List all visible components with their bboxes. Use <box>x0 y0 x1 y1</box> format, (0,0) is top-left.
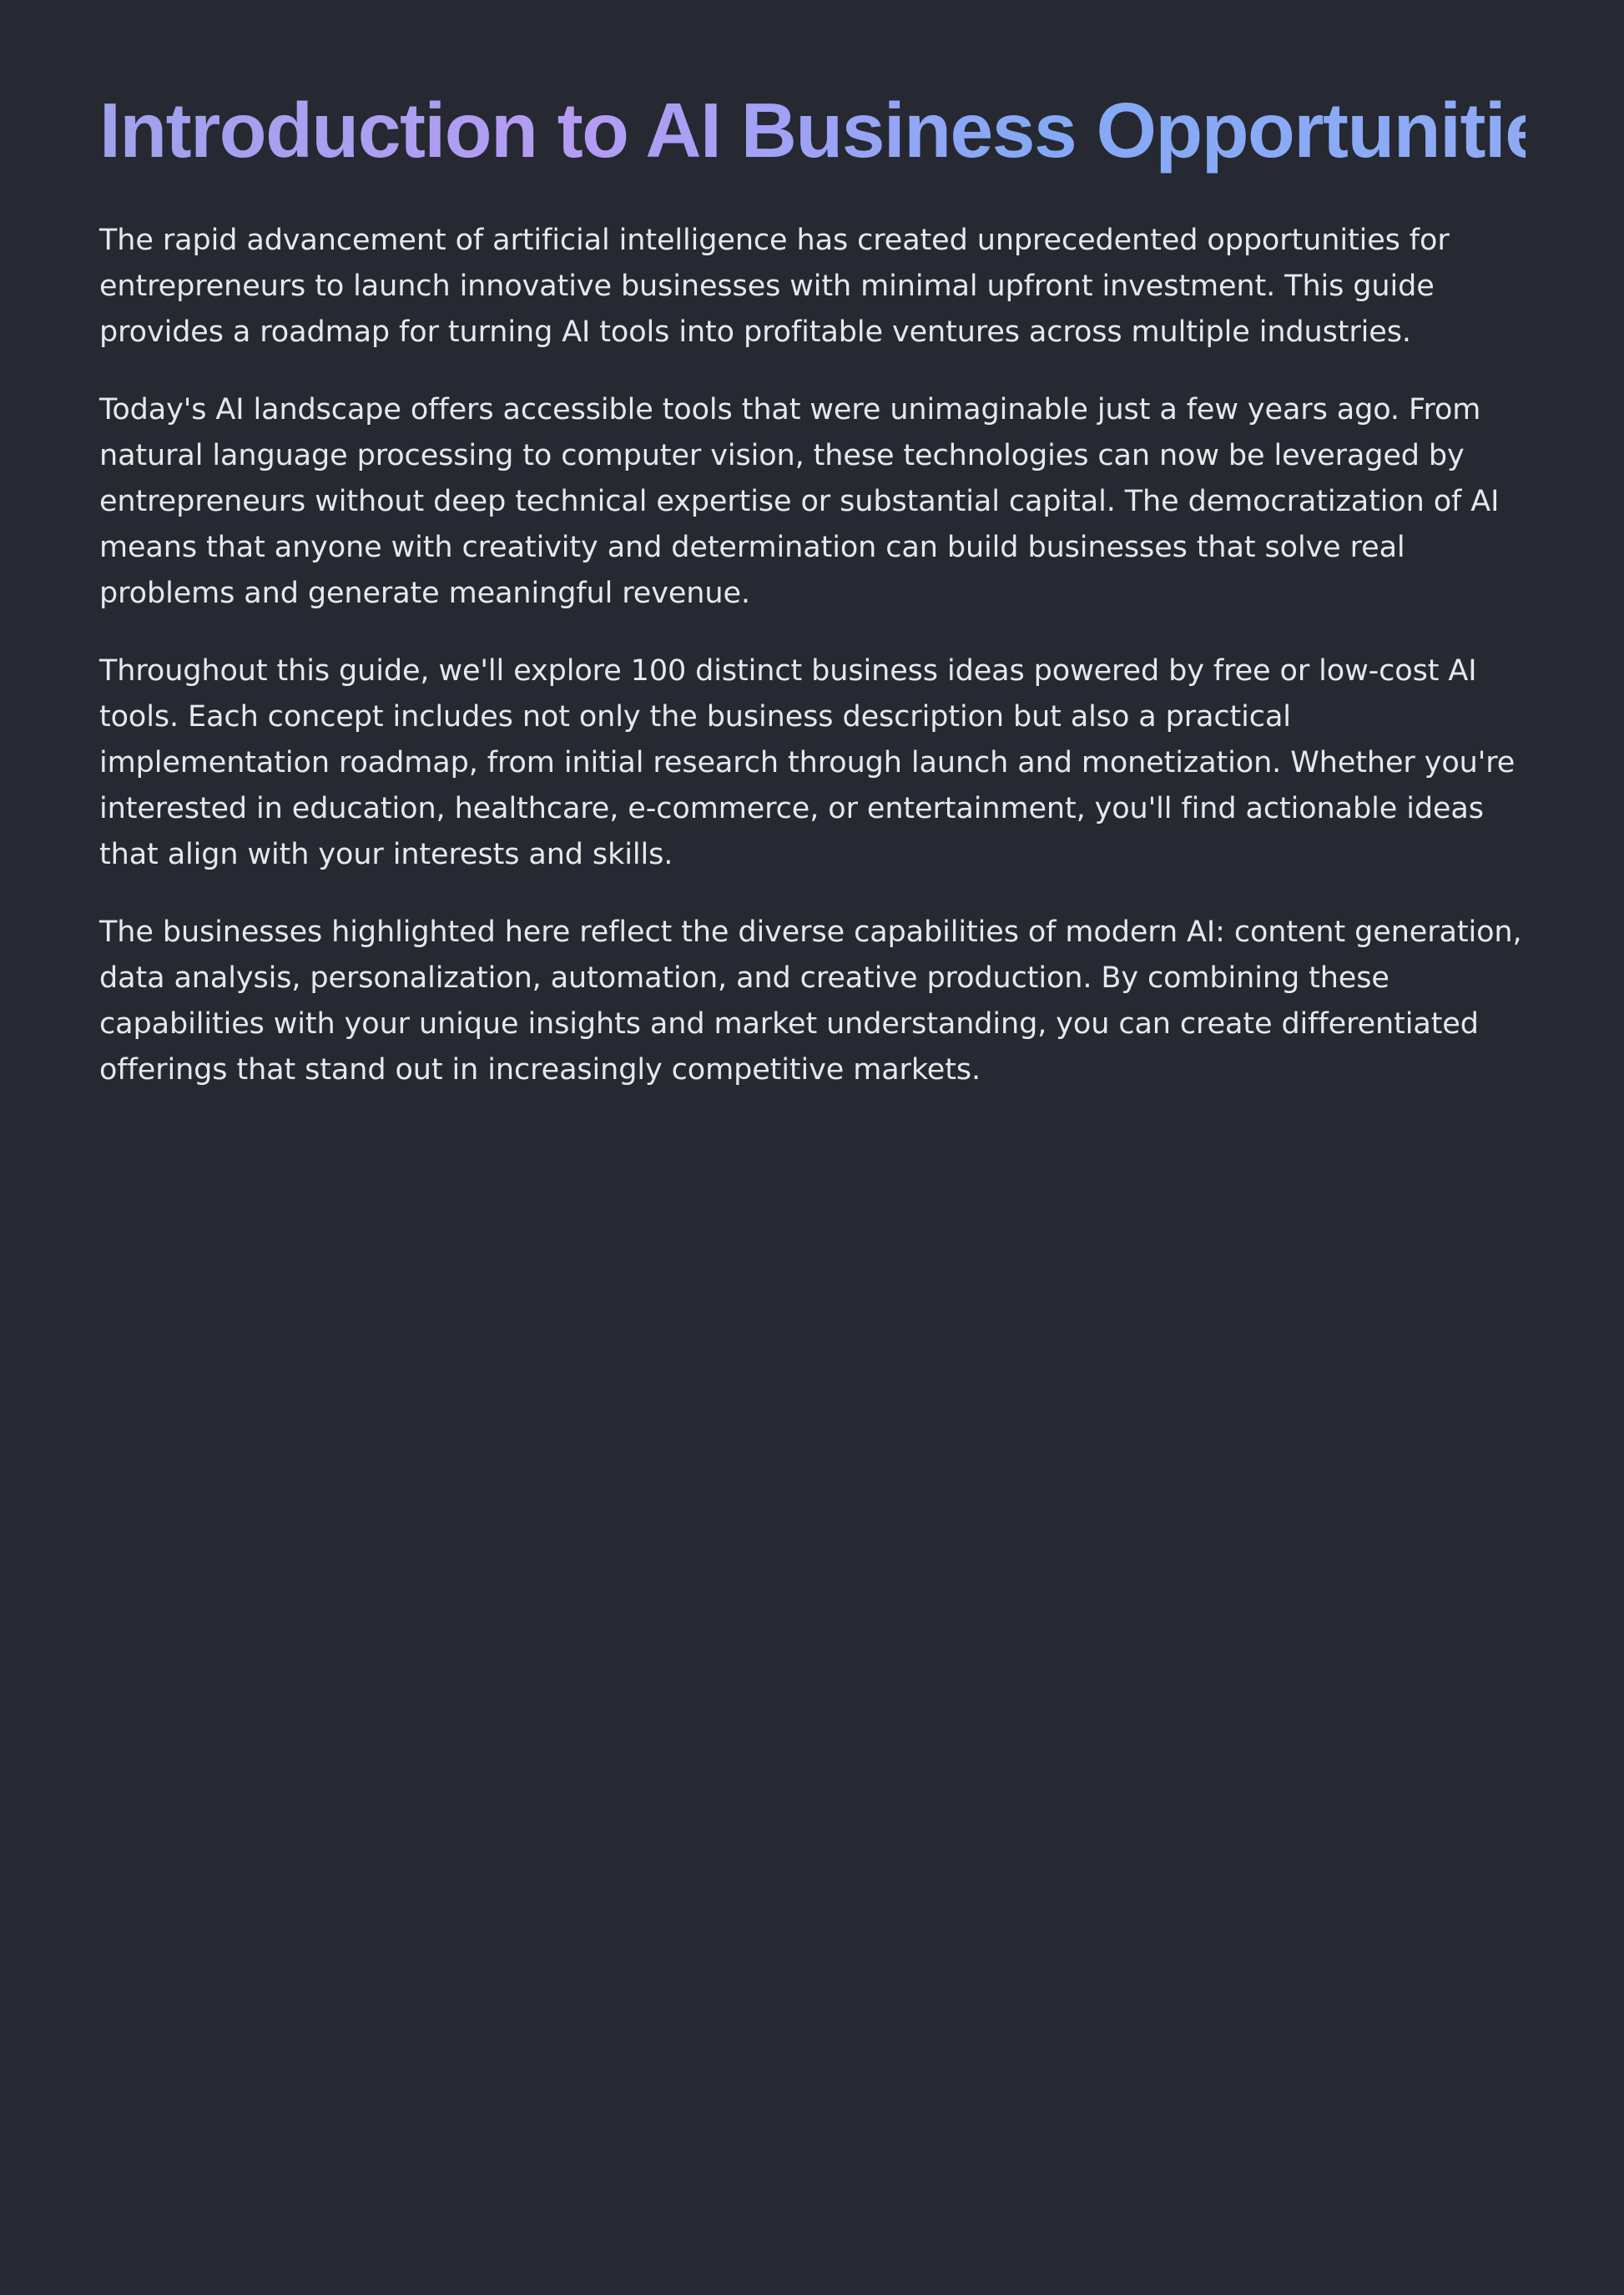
paragraph-1: The rapid advancement of artificial intelligence has created unprecedented opportunities for entrepreneurs to launch innovative businesses with minimal upfront investment. This guide provides a roadmap for turning AI tools into profitable ventures across multiple industries. <box>99 224 1450 350</box>
paragraph-4: The businesses highlighted here reflect the diverse capabilities of modern AI: content generation, data analysis, personalization, automation, and creative production. By combining these capabilities with your unique insights and market understanding, you can create differentiated offerings that stand out in increasingly competitive markets. <box>99 915 1522 1087</box>
introduction-body <box>99 218 1526 1093</box>
paragraph-3: Throughout this guide, we'll explore 100 distinct business ideas powered by free or low-cost AI tools. Each concept includes not only the business description but also a practical implementation roadmap, from initial research through launch and monetization. Whether you're interested in education, healthcare, e-commerce, or entertainment, you'll find actionable ideas that align with your interests and skills. <box>99 654 1516 872</box>
paragraph-2: Today's AI landscape offers accessible tools that were unimaginable just a few years ago. From natural language processing to computer vision, these technologies can now be leveraged by entrepreneurs without deep technical expertise or substantial capital. The democratization of AI means that anyone with creativity and determination can build businesses that solve real problems and generate meaningful revenue. <box>99 393 1500 611</box>
page-title: Introduction to AI Business Opportunities <box>99 87 1589 174</box>
